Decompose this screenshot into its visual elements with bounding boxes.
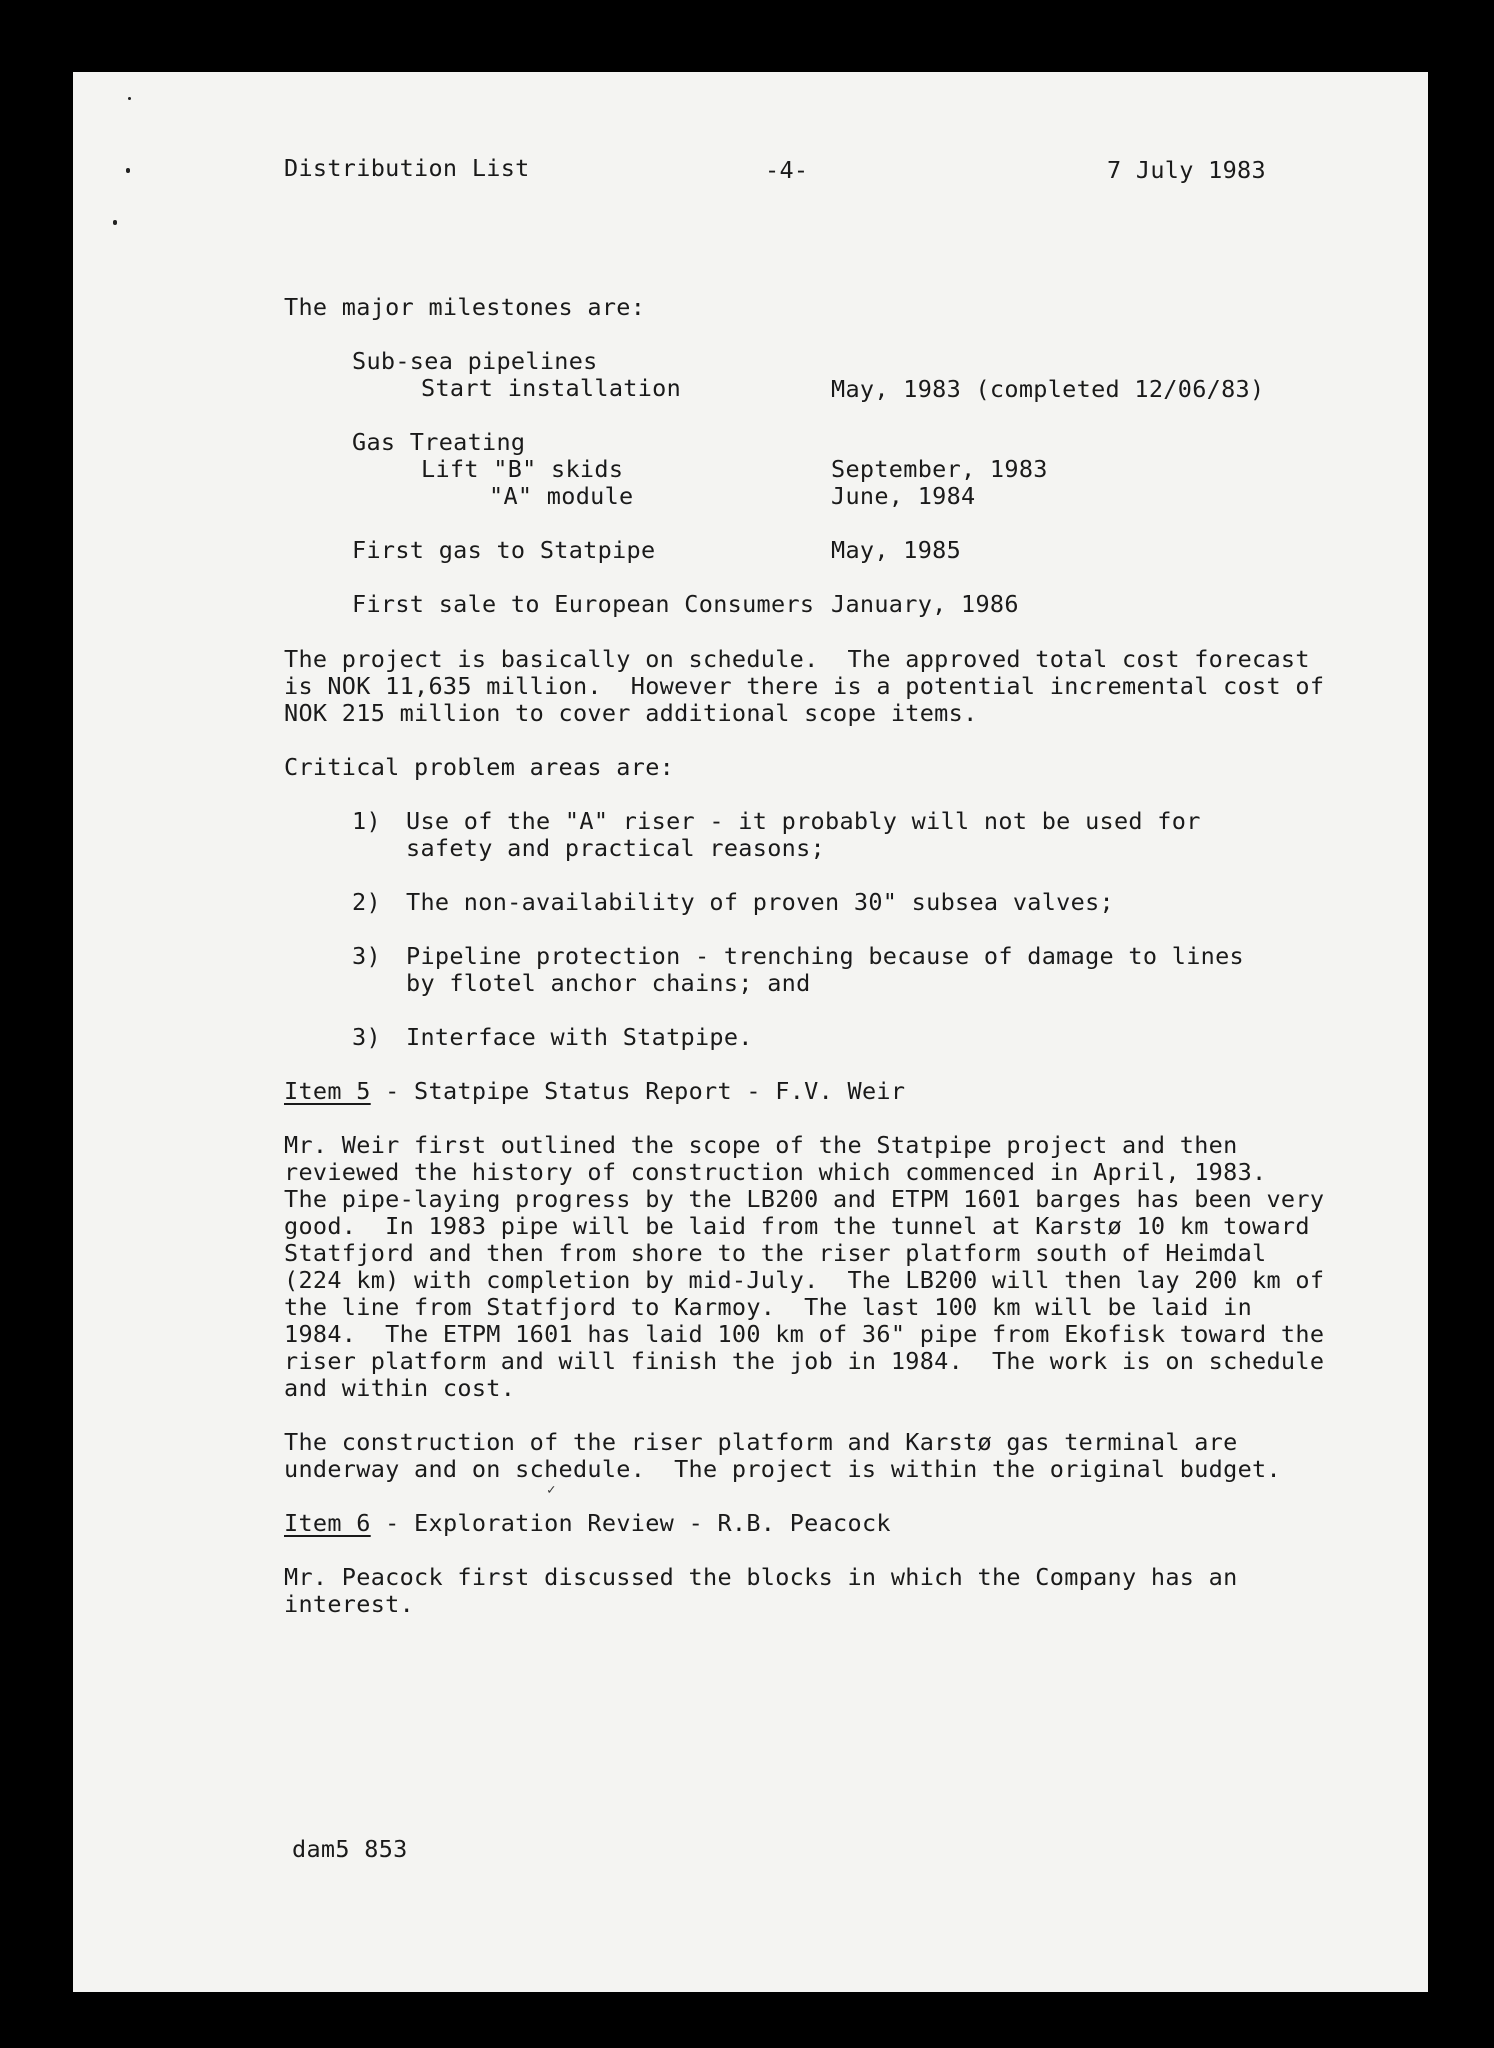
milestone-value: June, 1984 xyxy=(831,482,976,510)
paragraph-line: and within cost. xyxy=(284,1374,516,1402)
critical-intro: Critical problem areas are: xyxy=(284,753,675,781)
margin-speck xyxy=(126,168,130,173)
list-number: 3) xyxy=(352,1023,381,1051)
milestone-value: January, 1986 xyxy=(831,590,1019,618)
paragraph-line: The project is basically on schedule. The approved total cost forecast xyxy=(284,645,1310,673)
paragraph-line: interest. xyxy=(284,1590,415,1618)
pen-tick-mark: ✓ xyxy=(547,1482,556,1498)
milestone-heading: Sub-sea pipelines xyxy=(352,347,598,375)
paragraph-line: reviewed the history of construction which commenced in April, 1983. xyxy=(284,1158,1267,1186)
list-item-line: Interface with Statpipe. xyxy=(406,1023,753,1051)
item5-title: - Statpipe Status Report - F.V. Weir xyxy=(370,1077,906,1105)
list-number: 2) xyxy=(352,888,381,916)
milestone-label: First sale to European Consumers xyxy=(352,590,815,618)
list-item-line: The non-availability of proven 30" subsea valves; xyxy=(406,888,1114,916)
document-page xyxy=(73,72,1428,1992)
paragraph-line: The construction of the riser platform and Karstø gas terminal are xyxy=(284,1428,1238,1456)
header-date: 7 July 1983 xyxy=(1107,156,1266,184)
list-number: 3) xyxy=(352,942,381,970)
paragraph-line: NOK 215 million to cover additional scope items. xyxy=(284,699,978,727)
milestone-label: Start installation xyxy=(421,374,682,402)
list-item-line: safety and practical reasons; xyxy=(406,834,825,862)
list-number: 1) xyxy=(352,807,381,835)
paragraph-line: Mr. Peacock first discussed the blocks in which the Company has an xyxy=(284,1563,1238,1591)
paragraph-line: good. In 1983 pipe will be laid from the tunnel at Karstø 10 km toward xyxy=(284,1212,1310,1240)
milestone-value: May, 1983 (completed 12/06/83) xyxy=(831,375,1265,403)
milestone-label: "A" module xyxy=(489,482,634,510)
paragraph-line: underway and on schedule. The project is within the original budget. xyxy=(284,1455,1281,1483)
milestone-label: Lift "B" skids xyxy=(421,455,624,483)
list-item-line: by flotel anchor chains; and xyxy=(406,969,811,997)
list-item-line: Pipeline protection - trenching because of damage to lines xyxy=(406,942,1244,970)
list-item-line: Use of the "A" riser - it probably will not be used for xyxy=(406,807,1201,835)
footer-code: dam5 853 xyxy=(292,1835,408,1863)
header-page-number: -4- xyxy=(765,156,809,184)
paragraph-line: The pipe-laying progress by the LB200 and ETPM 1601 barges has been very xyxy=(284,1185,1325,1213)
paragraph-line: the line from Statfjord to Karmoy. The last 100 km will be laid in xyxy=(284,1293,1253,1321)
item6-heading xyxy=(284,1510,891,1537)
milestone-value: September, 1983 xyxy=(831,455,1048,483)
paragraph-line: riser platform and will finish the job in 1984. The work is on schedule xyxy=(284,1347,1325,1375)
milestone-heading: Gas Treating xyxy=(352,428,526,456)
milestones-intro: The major milestones are: xyxy=(284,293,646,321)
header-left: Distribution List xyxy=(284,154,530,182)
item5-heading xyxy=(284,1078,905,1105)
paragraph-line: is NOK 11,635 million. However there is a potential incremental cost of xyxy=(284,672,1325,700)
paragraph-line: Statfjord and then from shore to the riser platform south of Heimdal xyxy=(284,1239,1267,1267)
item6-label: Item 6 xyxy=(284,1509,371,1537)
milestone-value: May, 1985 xyxy=(831,536,962,564)
paragraph-line: 1984. The ETPM 1601 has laid 100 km of 36" pipe from Ekofisk toward the xyxy=(284,1320,1325,1348)
paragraph-line: Mr. Weir first outlined the scope of the Statpipe project and then xyxy=(284,1131,1238,1159)
paragraph-line: (224 km) with completion by mid-July. The LB200 will then lay 200 km of xyxy=(284,1266,1325,1294)
margin-speck xyxy=(113,220,117,225)
milestone-label: First gas to Statpipe xyxy=(352,536,656,564)
margin-speck xyxy=(128,97,131,100)
item5-label: Item 5 xyxy=(284,1077,371,1105)
item6-title: - Exploration Review - R.B. Peacock xyxy=(370,1509,891,1537)
